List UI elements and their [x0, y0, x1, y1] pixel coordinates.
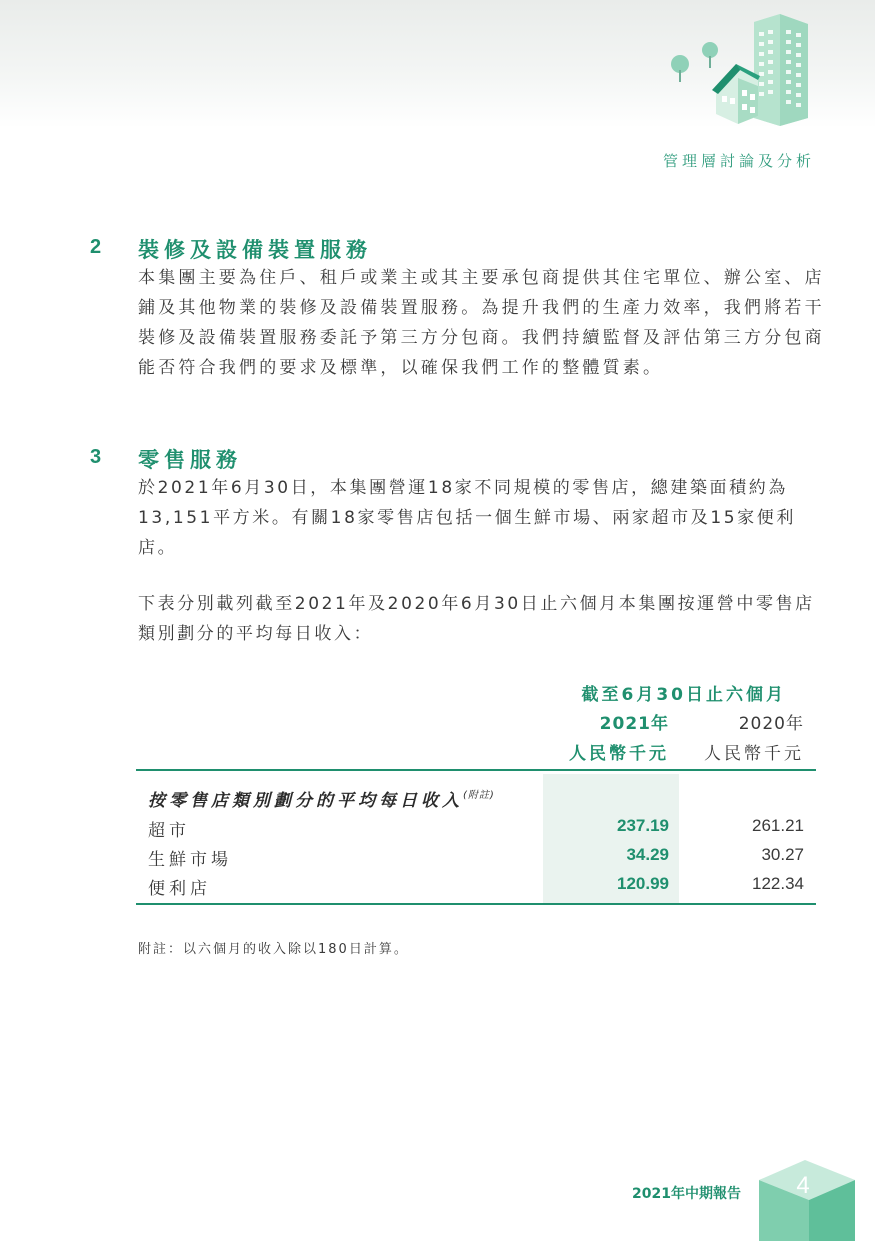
- table-row-label: 便利店: [148, 879, 211, 899]
- section-3-paragraph: 於2021年6月30日，本集團營運18家不同規模的零售店，總建築面積約為13,151平方米。有關18家零售店包括一個生鮮市場、兩家超市及15家便利店。: [138, 478, 796, 558]
- table-row-label: 生鮮市場: [148, 850, 232, 870]
- table-cell-2021: 120.99: [617, 874, 669, 893]
- year-2020-header: 2020年: [738, 714, 804, 734]
- page-number: 4: [796, 1172, 810, 1199]
- revenue-table: [136, 676, 816, 908]
- section-3-number: 3: [90, 446, 102, 468]
- section-2-title: 裝修及設備裝置服務: [138, 238, 372, 262]
- table-bottom-rule: [136, 903, 816, 905]
- unit-2021-header: 人民幣千元: [569, 744, 669, 764]
- table-cell-2020: 122.34: [752, 874, 804, 893]
- table-cell-2021: 237.19: [617, 816, 669, 835]
- page-section-label: 管理層討論及分析: [662, 152, 815, 170]
- table-cell-2021: 34.29: [626, 845, 669, 864]
- footnote: 附註：以六個月的收入除以180日計算。: [138, 942, 409, 957]
- period-header: 截至6月30日止六個月: [581, 685, 786, 705]
- table-top-rule: [136, 769, 816, 771]
- table-intro: 下表分別載列截至2021年及2020年6月30日止六個月本集團按運營中零售店類別劃分的平均每日收入：: [138, 594, 815, 644]
- year-2021-header: 2021年: [599, 714, 669, 734]
- report-label: 2021年中期報告: [632, 1186, 741, 1202]
- table-cell-2020: 30.27: [761, 845, 804, 864]
- section-2-number: 2: [90, 236, 102, 258]
- buildings-illustration-icon: [662, 8, 822, 126]
- table-row-label: 超市: [148, 821, 190, 841]
- unit-2020-header: 人民幣千元: [704, 744, 804, 764]
- note-mark: (附註): [463, 790, 495, 801]
- table-group-label: 按零售店類別劃分的平均每日收入$^{(附註)}$: [148, 790, 495, 811]
- table-cell-2020: 261.21: [752, 816, 804, 835]
- section-2-paragraph: 本集團主要為住戶、租戶或業主或其主要承包商提供其住宅單位、辦公室、店鋪及其他物業的裝修及設備裝置服務。為提升我們的生產力效率，我們將若干裝修及設備裝置服務委託予第三方分包商。我們持續監督及評估第三方分包商能否符合我們的要求及標準，以確保我們工作的整體質素。: [138, 268, 825, 378]
- section-3-title: 零售服務: [138, 448, 242, 472]
